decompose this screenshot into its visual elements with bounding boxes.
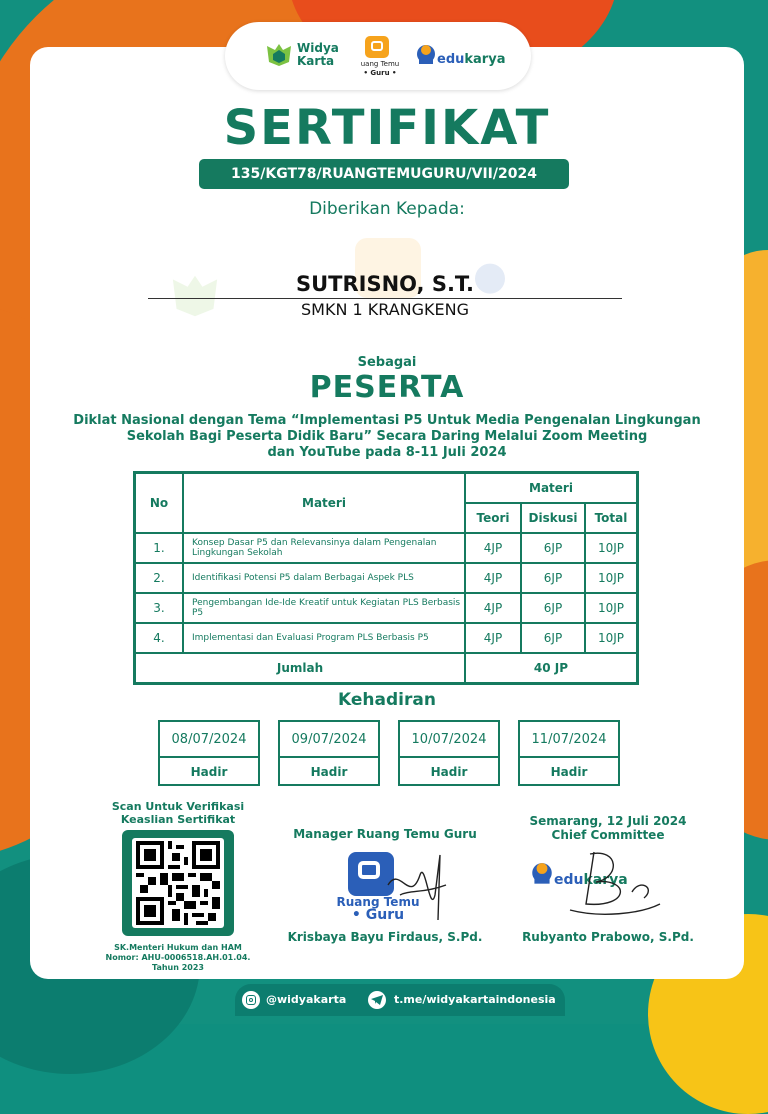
sum-value: 40 JP [465, 653, 637, 683]
qr-code-icon[interactable] [136, 841, 220, 925]
row-teori: 4JP [465, 533, 521, 563]
col-no-header: No [135, 473, 183, 533]
description [30, 413, 744, 461]
legal-line2: Nomor: AHU-0006518.AH.01.04. [105, 953, 251, 962]
col-total-header: Total [585, 503, 637, 533]
chief-heading [508, 814, 708, 842]
attendance-title: Kehadiran [338, 690, 436, 710]
row-no: 4. [135, 623, 183, 653]
row-materi: Identifikasi Potensi P5 dalam Berbagai Aspek PLS [183, 563, 465, 593]
chief-logo-text2: karya [583, 872, 628, 888]
manager-logo-line2: • Guru [351, 907, 405, 923]
edukarya-logo-text2: karya [464, 52, 506, 67]
recipient-school: SMKN 1 KRANGKENG [300, 300, 469, 319]
attendance-box [518, 720, 620, 786]
table-row [135, 533, 637, 563]
row-diskusi: 6JP [521, 623, 585, 653]
attendance-date: 09/07/2024 [280, 722, 378, 758]
attendance-status: Hadir [430, 765, 468, 779]
attendance-status: Hadir [190, 765, 228, 779]
row-no: 2. [135, 563, 183, 593]
table-row [135, 563, 637, 593]
legal-text [88, 943, 268, 973]
recipient-name: SUTRISNO, S.T. [295, 272, 475, 296]
attendance-box [278, 720, 380, 786]
row-materi: Pengembangan Ide-Ide Kreatif untuk Kegiatan PLS Berbasis P5 [183, 593, 465, 623]
col-teori-header: Teori [465, 503, 521, 533]
table-row [135, 623, 637, 653]
row-materi: Implementasi dan Evaluasi Program PLS Berbasis P5 [183, 623, 465, 653]
row-total: 10JP [585, 533, 637, 563]
row-teori: 4JP [465, 593, 521, 623]
description-line3: dan YouTube pada 8-11 Juli 2024 [267, 445, 507, 460]
verify-line1: Scan Untuk Verifikasi [111, 800, 245, 813]
ruangtemu-logo-line2: • Guru • [363, 69, 397, 77]
chief-signature [560, 848, 670, 924]
given-to-label: Diberikan Kepada: [309, 199, 465, 219]
widyakarta-logo-line1: Widya [297, 41, 339, 55]
col-materi-header: Materi [183, 473, 465, 533]
attendance-date: 11/07/2024 [520, 722, 618, 758]
edukarya-logo-icon [415, 44, 437, 68]
edukarya-logo-text1: edu [437, 52, 465, 67]
row-no: 3. [135, 593, 183, 623]
col-group-header: Materi [465, 473, 637, 503]
row-diskusi: 6JP [521, 533, 585, 563]
telegram-icon[interactable] [368, 991, 386, 1009]
attendance-status: Hadir [550, 765, 588, 779]
sum-label: Jumlah [135, 653, 465, 683]
certificate-title: SERTIFIKAT [223, 100, 551, 156]
attendance-status: Hadir [310, 765, 348, 779]
instagram-icon[interactable] [242, 991, 260, 1009]
widyakarta-logo-line2: Karta [297, 54, 335, 68]
table-row [135, 593, 637, 623]
row-diskusi: 6JP [521, 563, 585, 593]
manager-name: Krisbaya Bayu Firdaus, S.Pd. [287, 930, 483, 944]
verify-text [88, 800, 268, 826]
place-date: Semarang, 12 Juli 2024 [529, 814, 687, 828]
chief-logo-icon [530, 862, 554, 888]
col-diskusi-header: Diskusi [521, 503, 585, 533]
role-label: PESERTA [309, 370, 465, 405]
attendance-date: 10/07/2024 [400, 722, 498, 758]
manager-signature [380, 845, 450, 925]
row-total: 10JP [585, 563, 637, 593]
manager-title: Manager Ruang Temu Guru [293, 827, 477, 841]
row-total: 10JP [585, 593, 637, 623]
certificate-number: 135/KGT78/RUANGTEMUGURU/VII/2024 [199, 159, 569, 189]
row-teori: 4JP [465, 563, 521, 593]
verify-line2: Keaslian Sertifikat [120, 813, 236, 826]
row-total: 10JP [585, 623, 637, 653]
instagram-link[interactable]: @widyakarta [266, 993, 347, 1006]
row-materi: Konsep Dasar P5 dan Relevansinya dalam Pengenalan Lingkungan Sekolah [183, 533, 465, 563]
ruangtemu-logo-line1: uang Temu [360, 60, 400, 68]
ruangtemu-logo-icon [365, 36, 389, 58]
description-line2: Sekolah Bagi Peserta Didik Baru” Secara Daring Melalui Zoom Meeting [126, 429, 648, 444]
description-line1: Diklat Nasional dengan Tema “Implementasi P5 Untuk Media Pengenalan Lingkungan [73, 413, 701, 428]
row-no: 1. [135, 533, 183, 563]
row-teori: 4JP [465, 623, 521, 653]
qr-frame [122, 830, 234, 936]
telegram-link[interactable]: t.me/widyakartaindonesia [394, 993, 556, 1006]
name-underline [148, 298, 622, 299]
attendance-date: 08/07/2024 [160, 722, 258, 758]
logo-bar [225, 22, 531, 90]
manager-logo-line1: Ruang Temu [336, 895, 420, 909]
chief-logo-text1: edu [554, 872, 584, 888]
legal-line1: SK.Menteri Hukum dan HAM [114, 943, 242, 952]
chief-title: Chief Committee [551, 828, 665, 842]
widyakarta-logo-icon [265, 42, 293, 68]
row-diskusi: 6JP [521, 593, 585, 623]
as-label: Sebagai [357, 355, 417, 370]
attendance-box [158, 720, 260, 786]
chief-name: Rubyanto Prabowo, S.Pd. [522, 930, 694, 944]
materials-table [133, 471, 639, 685]
attendance-box [398, 720, 500, 786]
legal-line3: Tahun 2023 [152, 963, 204, 972]
